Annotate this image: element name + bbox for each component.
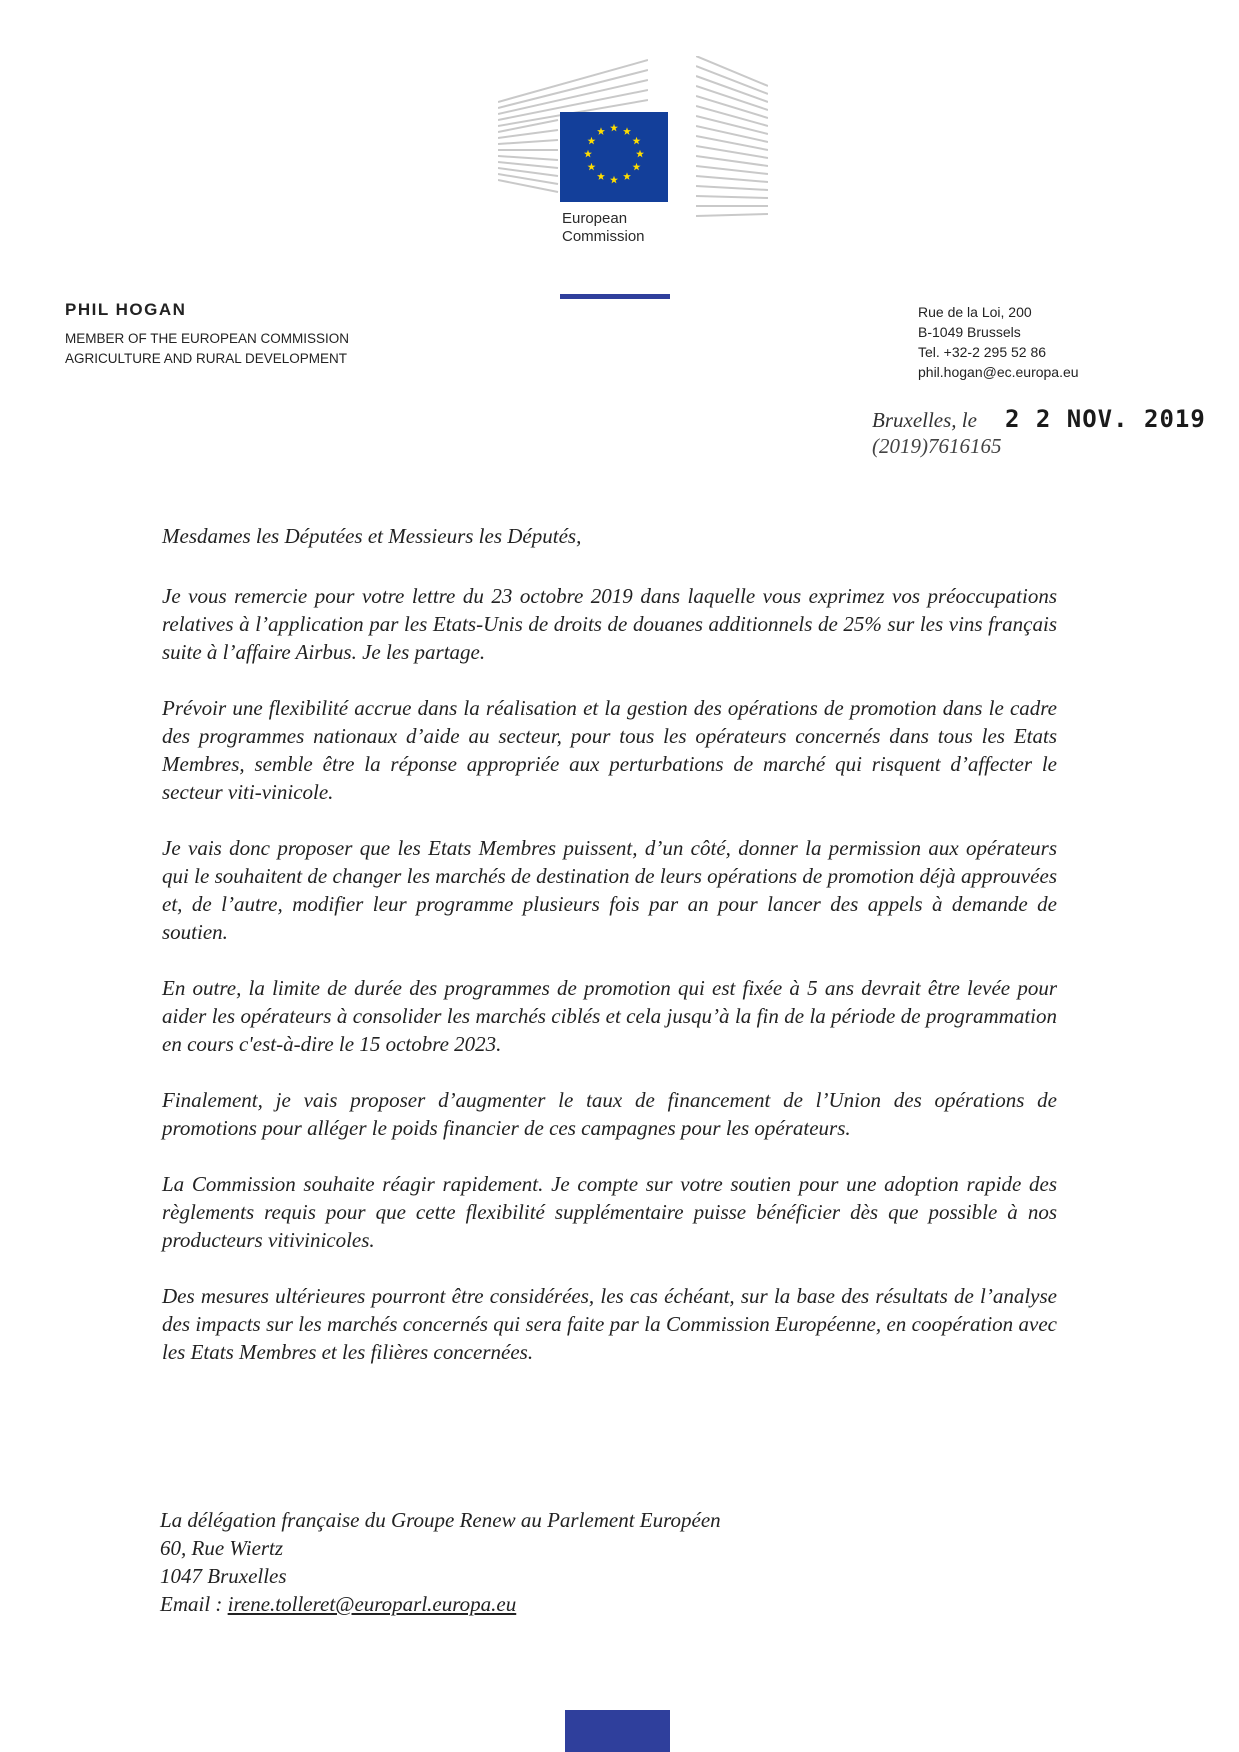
sender-name: PHIL HOGAN (65, 300, 187, 319)
address-city: B-1049 Brussels (918, 324, 1021, 340)
sender-title-line1: MEMBER OF THE EUROPEAN COMMISSION (65, 331, 350, 346)
star-icon (587, 163, 595, 171)
recipient-line2: 60, Rue Wiertz (160, 1536, 284, 1560)
dateline (872, 405, 1206, 433)
paragraph: Je vais donc proposer que les Etats Membres puissent, d’un côté, donner la permission aux opérateurs qui le souhaitent de changer les marchés de destination de leurs opérations de promotion déjà approuvées et, de l’autre, modifier leur programme plusieurs fois par an pour lancer des appels à demande de soutien. (162, 836, 1057, 944)
recipient-email (160, 1590, 721, 1618)
paragraph: Je vous remercie pour votre lettre du 23 octobre 2019 dans laquelle vous exprimez vos préoccupations relatives à l’application par les Etats-Unis de droits de douanes additionnels de 25% sur les vins français suite à l’affaire Airbus. Je les partage. (162, 584, 1057, 664)
paragraph: Prévoir une flexibilité accrue dans la réalisation et la gestion des opérations de promotion dans le cadre des programmes nationaux d’aide au secteur, pour tous les opérateurs concernés dans tous les Etats Membres, semble être la réponse appropriée aux perturbations de marché qui risquent d’affecter le secteur viti-vinicole. (162, 696, 1057, 804)
logo-underline (560, 294, 670, 299)
sender-block (65, 300, 349, 369)
sender-address (918, 302, 1079, 382)
star-icon (633, 163, 641, 171)
star-icon (623, 172, 631, 180)
letter-body (162, 522, 1057, 1394)
recipient-line1: La délégation française du Groupe Renew au Parlement Européen (160, 1508, 721, 1532)
star-icon (584, 150, 592, 158)
star-icon (610, 176, 618, 184)
paragraph: La Commission souhaite réagir rapidement. Je compte sur votre soutien pour une adoption rapide des règlements requis pour que cette flexibilité supplémentaire puisse bénéficier dès que possible à nos producteurs vitivinicoles. (162, 1172, 1057, 1252)
org-name (562, 210, 702, 246)
org-name-line1: European (562, 210, 628, 227)
star-icon (597, 172, 605, 180)
reference-number: (2019)7616165 (872, 434, 1002, 458)
org-name-line2: Commission (562, 228, 645, 245)
footer-bar (565, 1710, 670, 1752)
european-commission-logo (498, 56, 768, 251)
paragraph: Finalement, je vais proposer d’augmenter le taux de financement de l’Union des opérations de promotions pour alléger le poids financier de ces campagnes pour les opérateurs. (162, 1088, 1057, 1140)
email-link[interactable]: irene.tolleret@europarl.europa.eu (227, 1592, 517, 1616)
recipient-block (160, 1506, 721, 1618)
eu-flag-icon (560, 112, 668, 202)
star-icon (597, 127, 605, 135)
email-label: Email : (160, 1592, 228, 1616)
date-stamp: 2 2 NOV. 2019 (1004, 405, 1206, 433)
star-icon (587, 137, 595, 145)
building-lines-right (696, 56, 768, 221)
paragraph: Des mesures ultérieures pourront être considérées, les cas échéant, sur la base des résultats de l’analyse des impacts sur les marchés concernés qui sera faite par la Commission Européenne, en coopération avec les Etats Membres et les filières concernées. (162, 1284, 1057, 1364)
star-icon (633, 137, 641, 145)
salutation: Mesdames les Députées et Messieurs les Députés, (162, 524, 582, 548)
date-place: Bruxelles, le (872, 408, 977, 432)
paragraph: En outre, la limite de durée des programmes de promotion qui est fixée à 5 ans devrait être levée pour aider les opérateurs à consolider les marchés ciblés et cela jusqu’à la fin de la période de programmation en cours c'est-à-dire le 15 octobre 2023. (162, 976, 1057, 1056)
address-email: phil.hogan@ec.europa.eu (918, 364, 1079, 380)
star-icon (636, 150, 644, 158)
address-street: Rue de la Loi, 200 (918, 304, 1032, 320)
star-icon (623, 127, 631, 135)
sender-title-line2: AGRICULTURE AND RURAL DEVELOPMENT (65, 351, 348, 366)
recipient-line3: 1047 Bruxelles (160, 1564, 287, 1588)
address-tel: Tel. +32-2 295 52 86 (918, 344, 1047, 360)
star-icon (610, 124, 618, 132)
